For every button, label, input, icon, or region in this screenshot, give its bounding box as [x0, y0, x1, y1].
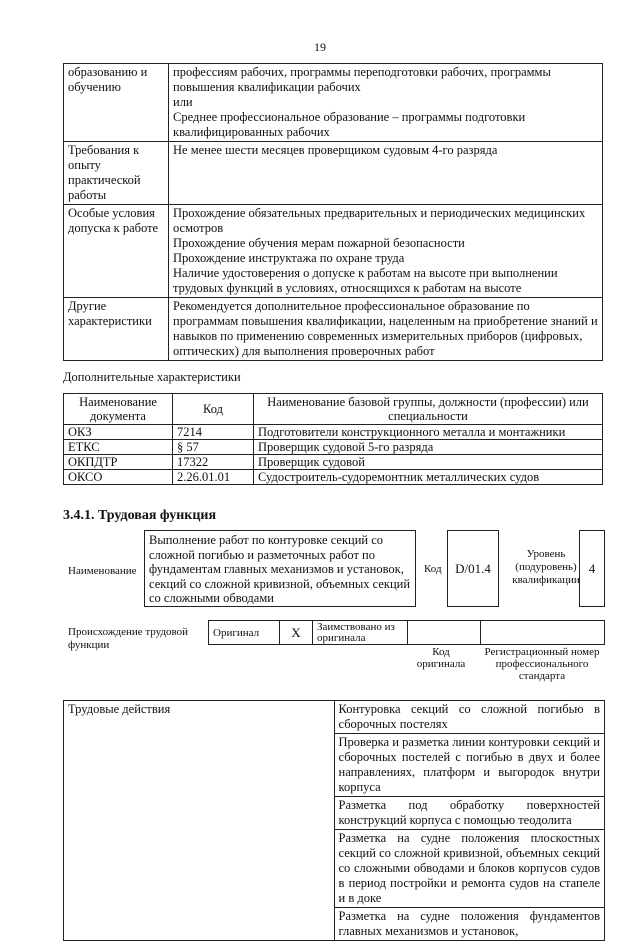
table-row [64, 205, 603, 298]
row-label: образованию и обучению [64, 64, 169, 142]
name-cell: Проверщик судовой 5-го разряда [254, 440, 603, 455]
table-row [64, 701, 605, 734]
name-label: Наименование [68, 565, 137, 577]
labor-action-item: Проверка и разметка линии контуровки секций и сборочных постелей с погибью в двух и более направлениях, платформ и выгородок внутри корпуса [334, 734, 605, 797]
row-content [169, 205, 603, 298]
additional-characteristics-title: Дополнительные характеристики [63, 370, 241, 384]
original-code-cell [408, 621, 481, 645]
code-cell: 7214 [173, 425, 254, 440]
table-row [64, 440, 603, 455]
original-cell: Оригинал [209, 621, 280, 645]
table-header-row [64, 394, 603, 425]
row-content [169, 64, 603, 142]
table-row [64, 455, 603, 470]
doc-cell: ОКПДТР [64, 455, 173, 470]
content-line: или [173, 95, 193, 109]
level-label: Уровень (подуровень) квалификации [512, 548, 580, 586]
level-box: 4 [579, 530, 605, 607]
labor-action-item: Разметка на судне положения плоскостных секций со сложной кривизной, объемных секций со сложными обводами и блоков корпусов судов в период постройки и ремонта судов на стапеле и в доке [334, 830, 605, 908]
labor-action-item: Контуровка секций со сложной погибью в сборочных постелях [334, 701, 605, 734]
content-line: Среднее профессиональное образование – программы подготовки квалифицированных рабочих [173, 110, 526, 139]
content-line: Прохождение инструктажа по охране труда [173, 251, 405, 265]
row-content [169, 298, 603, 361]
doc-cell: ЕТКС [64, 440, 173, 455]
origin-table [208, 620, 605, 645]
content-line: Наличие удостоверения о допуске к работам на высоте при выполнении трудовых функций в условиях, относящихся к работам на высоте [173, 266, 558, 295]
page-number: 19 [314, 40, 326, 54]
labor-actions-label: Трудовые действия [64, 701, 335, 941]
row-label: Особые условия допуска к работе [64, 205, 169, 298]
content-line: Рекомендуется дополнительное профессиональное образование по программам повышения квалификации, нацеленным на приобретение знаний и навыков по применению современных измерительных приборов (цифровых, оптических) для выполнения проверочных работ [173, 299, 598, 358]
content-line: Прохождение обучения мерам пожарной безопасности [173, 236, 465, 250]
code-cell: 17322 [173, 455, 254, 470]
table-row [64, 298, 603, 361]
doc-cell: ОКСО [64, 470, 173, 485]
table-row [64, 142, 603, 205]
code-caption: Код оригинала [416, 646, 466, 670]
name-cell: Судостроитель-судоремонтник металлических судов [254, 470, 603, 485]
registration-caption: Регистрационный номер профессионального стандарта [484, 646, 600, 682]
function-code-box: D/01.4 [447, 530, 499, 607]
borrowed-cell: Заимствовано из оригинала [313, 621, 408, 645]
code-cell: § 57 [173, 440, 254, 455]
origin-label: Происхождение трудовой функции [68, 626, 189, 651]
section-heading: 3.4.1. Трудовая функция [63, 508, 217, 523]
row-label: Требования к опыту практической работы [64, 142, 169, 205]
name-cell: Подготовители конструкционного металла и монтажники [254, 425, 603, 440]
table-row [64, 470, 603, 485]
doc-cell: ОКЗ [64, 425, 173, 440]
table-row [64, 64, 603, 142]
column-header: Наименование базовой группы, должности (профессии) или специальности [254, 394, 603, 425]
row-label: Другие характеристики [64, 298, 169, 361]
name-cell: Проверщик судовой [254, 455, 603, 470]
function-name-box: Выполнение работ по контуровке секций со сложной погибью и разметочных работ по фундаментам главных механизмов и установок, секций со сложной кривизной, объемных секций со сложными обводами [144, 530, 416, 607]
table-row [64, 425, 603, 440]
content-line: Прохождение обязательных предварительных и периодических медицинских осмотров [173, 206, 586, 235]
labor-action-item: Разметка на судне положения фундаментов главных механизмов и установок, [334, 908, 605, 941]
content-line: профессиям рабочих, программы переподготовки рабочих, программы повышения квалификации рабочих [173, 65, 551, 94]
table-row [209, 621, 605, 645]
column-header: Наименование документа [64, 394, 173, 425]
registration-number-cell [481, 621, 605, 645]
original-mark: X [280, 621, 313, 645]
additional-characteristics-table [63, 393, 603, 485]
code-label: Код [424, 563, 442, 575]
column-header: Код [173, 394, 254, 425]
requirements-table [63, 63, 603, 361]
labor-action-item: Разметка под обработку поверхностей конструкций корпуса с помощью теодолита [334, 797, 605, 830]
row-content [169, 142, 603, 205]
code-cell: 2.26.01.01 [173, 470, 254, 485]
content-line: Не менее шести месяцев проверщиком судовым 4-го разряда [173, 143, 498, 157]
